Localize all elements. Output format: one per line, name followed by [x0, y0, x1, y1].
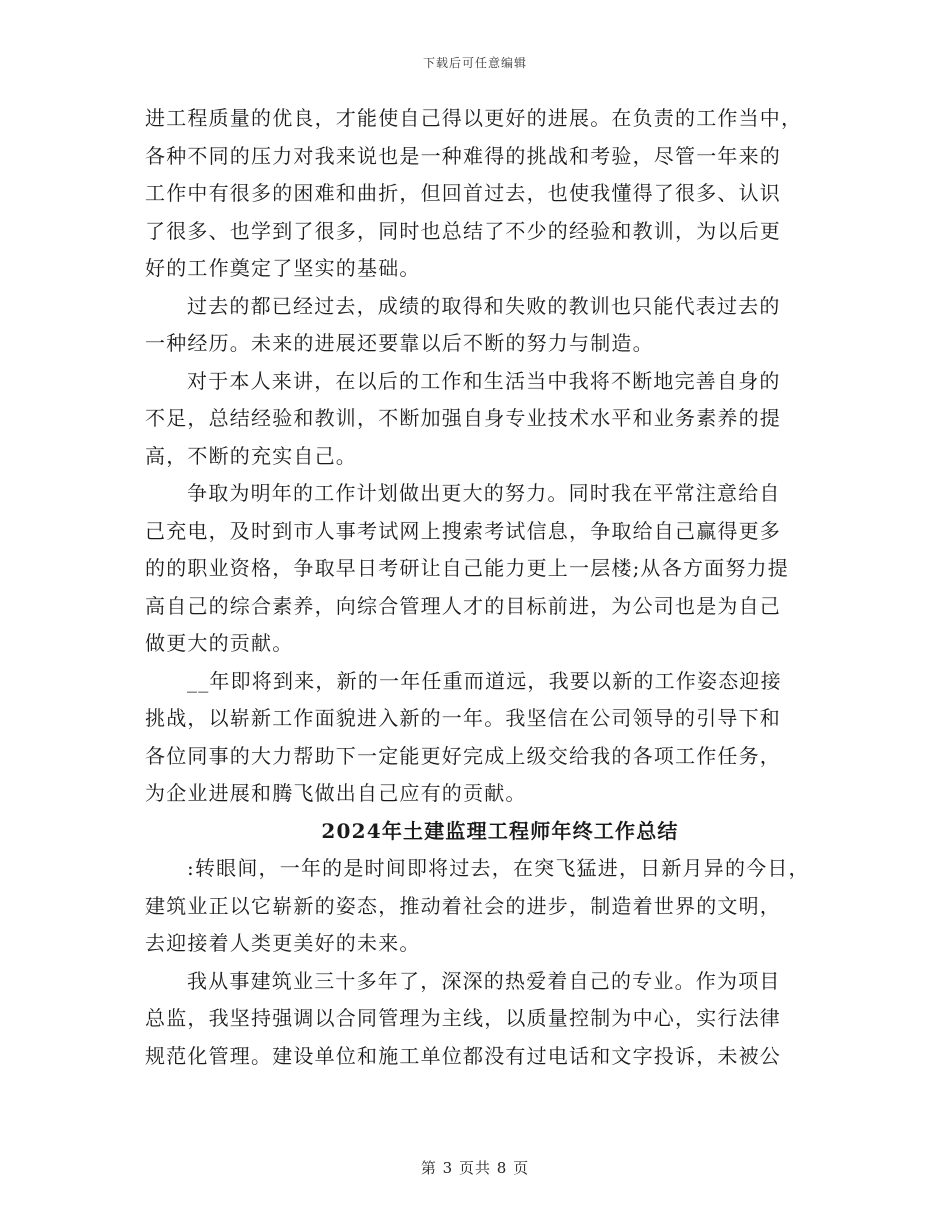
paragraph [145, 963, 825, 1076]
text-line: 各位同事的大力帮助下一定能更好完成上级交给我的各项工作任务， [145, 743, 781, 768]
text-line: 我从事建筑业三十多年了，深深的热爱着自己的专业。作为项目 [187, 968, 781, 993]
text-line: 总监，我坚持强调以合同管理为主线，以质量控制为中心，实行法律 [145, 1006, 781, 1030]
page-header: 下载后可任意编辑 [422, 56, 527, 70]
text-line: 己充电，及时到市人事考试网上搜索考试信息，争取给自己赢得更多 [145, 518, 781, 543]
text-line: 了很多、也学到了很多，同时也总结了不少的经验和教训，为以后更 [145, 218, 781, 243]
paragraph [145, 663, 825, 813]
text-line: 一种经历。未来的进展还要靠以后不断的努力与制造。 [145, 331, 654, 355]
paragraph [145, 363, 825, 476]
text-line: 工作中有很多的困难和曲折，但回首过去，也使我懂得了很多、认识 [145, 181, 781, 205]
text-line: 高，不断的充实自己。 [145, 443, 357, 468]
text-line: 进工程质量的优良，才能使自己得以更好的进展。在负责的工作当中， [145, 106, 803, 130]
text-line: __年即将到来，新的一年任重而道远，我要以新的工作姿态迎接 [187, 668, 782, 693]
text-line: 的的职业资格，争取早日考研让自己能力更上一层楼;从各方面努力提 [145, 556, 789, 580]
text-line: 对于本人来讲，在以后的工作和生活当中我将不断地完善自身的 [187, 368, 781, 393]
text-line: 争取为明年的工作计划做出更大的努力。同时我在平常注意给自 [187, 481, 781, 505]
text-line: 各种不同的压力对我来说也是一种难得的挑战和考验，尽管一年来的 [145, 143, 781, 168]
document-body [145, 100, 825, 1075]
paragraph [145, 475, 825, 663]
page-footer: 第 3 页共 8 页 [420, 1159, 530, 1177]
section-title: 2024年土建监理工程师年终工作总结 [321, 818, 679, 843]
text-line: 过去的都已经过去，成绩的取得和失败的教训也只能代表过去的 [187, 293, 781, 318]
text-line: 挑战，以崭新工作面貌进入新的一年。我坚信在公司领导的引导下和 [145, 706, 781, 730]
text-line: 不足，总结经验和教训，不断加强自身专业技术水平和业务素养的提 [145, 406, 781, 430]
text-line: 高自己的综合素养，向综合管理人才的目标前进，为公司也是为自己 [145, 593, 781, 618]
text-line: 做更大的贡献。 [145, 631, 294, 655]
text-line: 好的工作奠定了坚实的基础。 [145, 256, 421, 280]
paragraph [145, 100, 825, 288]
text-line: 规范化管理。建设单位和施工单位都没有过电话和文字投诉，未被公 [145, 1043, 781, 1068]
text-line: 去迎接着人类更美好的未来。 [145, 931, 421, 955]
text-line: 为企业进展和腾飞做出自己应有的贡献。 [145, 781, 527, 805]
text-line: :转眼间，一年的是时间即将过去，在突飞猛进，日新月异的今日， [187, 856, 810, 880]
paragraph [145, 850, 825, 963]
text-line: 建筑业正以它崭新的姿态，推动着社会的进步，制造着世界的文明， [145, 893, 781, 918]
paragraph [145, 288, 825, 363]
